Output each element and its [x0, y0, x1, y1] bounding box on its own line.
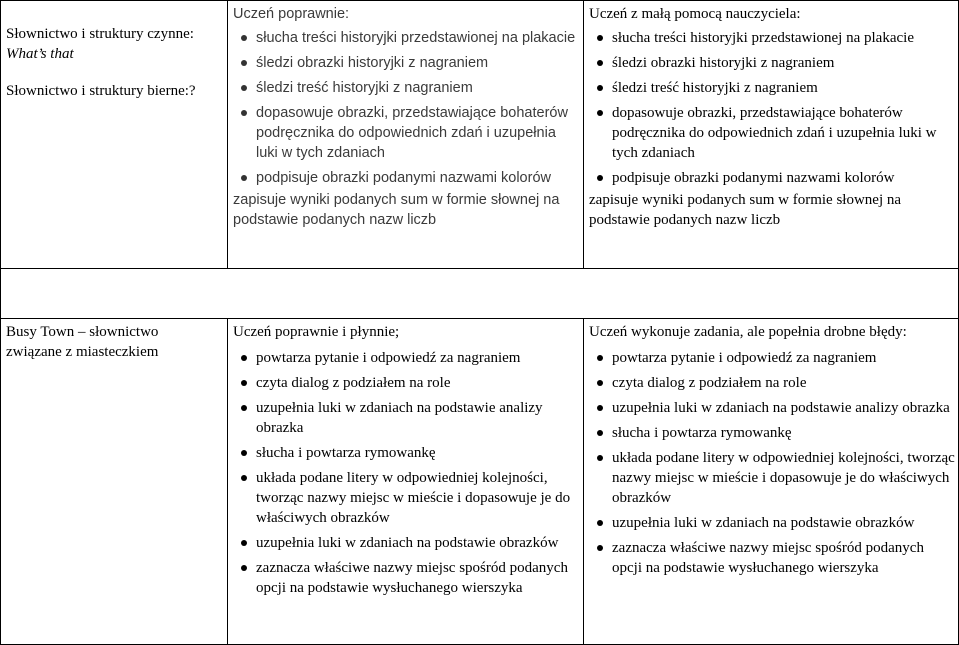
table-border-top [0, 0, 959, 1]
row1-help-heading: Uczeń z małą pomocą nauczyciela: [589, 6, 801, 22]
list-item: śledzi obrazki historyjki z nagraniem [233, 53, 579, 73]
row2-divider-2 [583, 318, 584, 645]
row2-top-border [0, 318, 959, 319]
row1-correct-list [233, 28, 579, 188]
list-item: słucha i powtarza rymowankę [233, 443, 579, 463]
list-item: układa podane litery w odpowiedniej kolejności, tworząc nazwy miejsc w mieście i dopasowuje je do właściwych obrazków [233, 468, 579, 528]
row2-fluent-cell [233, 322, 579, 598]
row2-topic-cell [6, 322, 206, 362]
list-item: podpisuje obrazki podanymi nazwami kolorów [589, 168, 953, 188]
list-item: zaznacza właściwe nazwy miejsc spośród podanych opcji na podstawie wysłuchanego wierszyka [233, 558, 579, 598]
list-item: układa podane litery w odpowiedniej kolejności, tworząc nazwy miejsc w mieście i dopasowuje je do właściwych obrazków [589, 448, 955, 508]
list-item: śledzi treść historyjki z nagraniem [233, 78, 579, 98]
active-vocab-label: Słownictwo i struktury czynne: [6, 26, 194, 42]
row1-help-footer: zapisuje wyniki podanych sum w formie słownej na podstawie podanych nazw liczb [589, 192, 902, 228]
row1-bottom-border [0, 268, 959, 269]
list-item: podpisuje obrazki podanymi nazwami kolorów [233, 168, 579, 188]
row2-minor-errors-heading: Uczeń wykonuje zadania, ale popełnia drobne błędy: [589, 324, 907, 340]
list-item: słucha treści historyjki przedstawionej na plakacie [589, 28, 953, 48]
list-item: śledzi obrazki historyjki z nagraniem [589, 53, 953, 73]
row1-topic-cell [6, 24, 224, 101]
active-vocab-phrase: What’s that [6, 46, 74, 62]
list-item: czyta dialog z podziałem na role [589, 373, 955, 393]
busy-town-topic: Busy Town – słownictwo związane z miasteczkiem [6, 324, 159, 360]
row2-minor-errors-list [589, 348, 955, 578]
passive-vocab-label: Słownictwo i struktury bierne:? [6, 83, 196, 99]
row1-divider-2 [583, 0, 584, 269]
row1-help-list [589, 28, 953, 188]
row2-fluent-heading: Uczeń poprawnie i płynnie; [233, 324, 400, 340]
row2-fluent-list [233, 348, 579, 598]
list-item: słucha treści historyjki przedstawionej na plakacie [233, 28, 579, 48]
row1-correct-footer: zapisuje wyniki podanych sum w formie słownej na podstawie podanych nazw liczb [233, 192, 560, 228]
table-border-left [0, 0, 1, 645]
list-item: czyta dialog z podziałem na role [233, 373, 579, 393]
row1-divider-1 [227, 0, 228, 269]
list-item: powtarza pytanie i odpowiedź za nagraniem [233, 348, 579, 368]
list-item: zaznacza właściwe nazwy miejsc spośród podanych opcji na podstawie wysłuchanego wierszyka [589, 538, 955, 578]
row2-minor-errors-cell [589, 322, 955, 578]
row1-correct-cell [233, 4, 579, 230]
list-item: uzupełnia luki w zdaniach na podstawie analizy obrazka [589, 398, 955, 418]
list-item: śledzi treść historyjki z nagraniem [589, 78, 953, 98]
row2-divider-1 [227, 318, 228, 645]
row1-correct-heading: Uczeń poprawnie: [233, 6, 350, 22]
list-item: dopasowuje obrazki, przedstawiające bohaterów podręcznika do odpowiednich zdań i uzupełnia luki w tych zdaniach [233, 103, 579, 163]
list-item: dopasowuje obrazki, przedstawiające bohaterów podręcznika do odpowiednich zdań i uzupełnia luki w tych zdaniach [589, 103, 953, 163]
list-item: uzupełnia luki w zdaniach na podstawie analizy obrazka [233, 398, 579, 438]
row1-help-cell [589, 4, 953, 230]
list-item: powtarza pytanie i odpowiedź za nagraniem [589, 348, 955, 368]
list-item: uzupełnia luki w zdaniach na podstawie obrazków [233, 533, 579, 553]
list-item: słucha i powtarza rymowankę [589, 423, 955, 443]
list-item: uzupełnia luki w zdaniach na podstawie obrazków [589, 513, 955, 533]
